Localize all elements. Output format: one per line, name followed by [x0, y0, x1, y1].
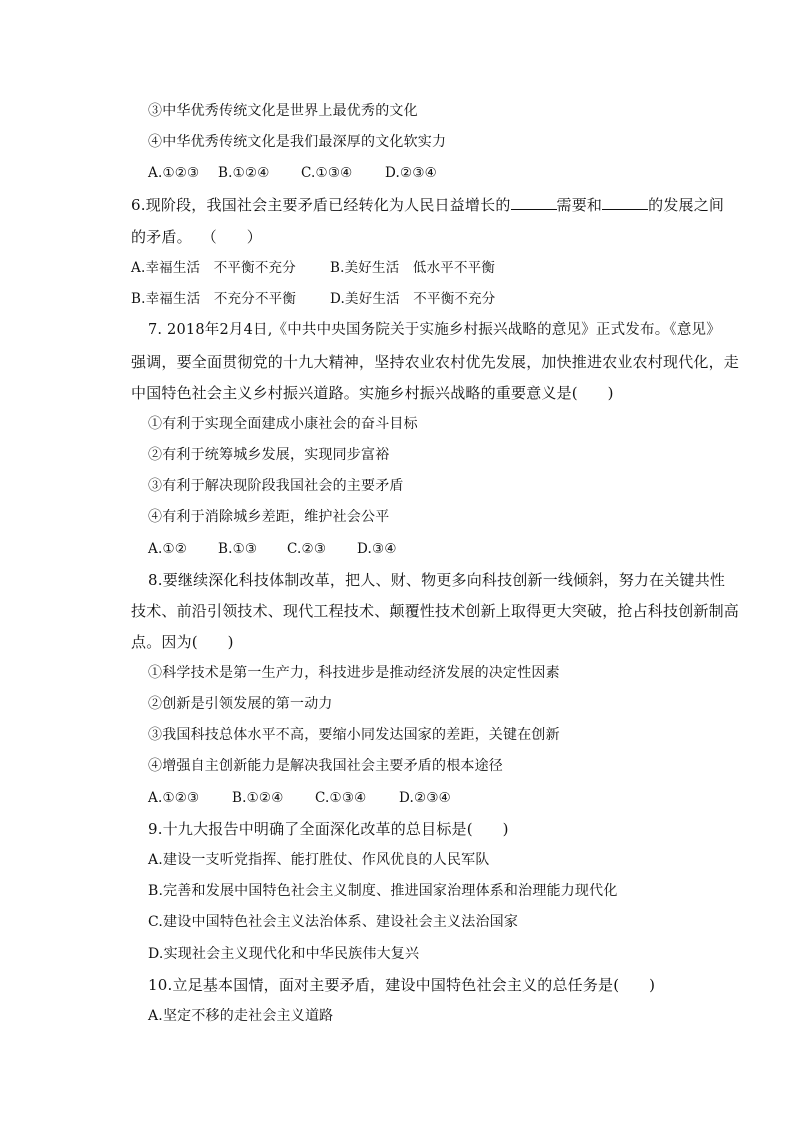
q7-stem-line3: 中国特色社会主义乡村振兴道路。实施乡村振兴战略的重要意义是( ) [131, 384, 614, 402]
q5-option-a: A.①②③ [148, 165, 200, 181]
q5-option-b: B.①②④ [218, 165, 270, 181]
q6-option-b: B.美好生活 低水平不平衡 [330, 260, 496, 276]
q9-option-c: C.建设中国特色社会主义法治体系、建设社会主义法治国家 [148, 914, 519, 930]
q8-option-c: C.①③④ [315, 790, 367, 806]
q9-stem: 9.十九大报告中明确了全面深化改革的总目标是( ) [148, 820, 509, 838]
q5-statement-3: ③中华优秀传统文化是世界上最优秀的文化 [148, 103, 418, 119]
q6-option-a: A.幸福生活 不平衡不充分 [131, 260, 296, 276]
q8-statement-2: ②创新是引领发展的第一动力 [148, 696, 333, 712]
q6-stem-part2: 需要和 [556, 196, 603, 214]
q6-option-d: D.美好生活 不平衡不充分 [330, 291, 496, 307]
q5-statement-4: ④中华优秀传统文化是我们最深厚的文化软实力 [148, 134, 447, 150]
q7-statement-2: ②有利于统筹城乡发展，实现同步富裕 [148, 447, 390, 463]
q10-option-a: A.坚定不移的走社会主义道路 [148, 1008, 334, 1024]
q8-statement-1: ①科学技术是第一生产力，科技进步是推动经济发展的决定性因素 [148, 665, 560, 681]
q7-statement-4: ④有利于消除城乡差距，维护社会公平 [148, 509, 390, 525]
q6-stem-line1 [131, 195, 724, 215]
q8-stem-line1: 8.要继续深化科技体制改革，把人、财、物更多向科技创新一线倾斜，努力在关键共性 [148, 571, 726, 589]
q6-blank-1 [511, 195, 557, 210]
q7-option-a: A.①② [148, 541, 188, 557]
q6-stem-part1: 6.现阶段，我国社会主要矛盾已经转化为人民日益增长的 [131, 196, 511, 214]
q7-stem-line1: 7. 2018年2月4日,《中共中央国务院关于实施乡村振兴战略的意见》正式发布。《意见》 [148, 322, 721, 338]
q9-option-d: D.实现社会主义现代化和中华民族伟大复兴 [148, 946, 420, 962]
q5-option-d: D.②③④ [385, 165, 437, 181]
q8-statement-4: ④增强自主创新能力是解决我国社会主要矛盾的根本途径 [148, 758, 503, 774]
q8-option-d: D.②③④ [399, 790, 451, 806]
q8-stem-line3: 点。因为( ) [131, 633, 234, 651]
q7-stem-line2: 强调，要全面贯彻党的十九大精神，坚持农业农村优先发展，加快推进农业农村现代化，走 [131, 353, 740, 371]
q8-statement-3: ③我国科技总体水平不高，要缩小同发达国家的差距，关键在创新 [148, 727, 560, 743]
q8-option-b: B.①②④ [232, 790, 284, 806]
q6-stem-line2: 的矛盾。 （ ） [131, 228, 262, 246]
q7-option-c: C.②③ [287, 541, 327, 557]
q6-blank-2 [602, 195, 648, 210]
q6-option-c: B.幸福生活 不充分不平衡 [131, 291, 297, 307]
q8-stem-line2: 技术、前沿引领技术、现代工程技术、颠覆性技术创新上取得更大突破，抢占科技创新制高 [131, 602, 740, 620]
q7-option-d: D.③④ [357, 541, 397, 557]
q7-option-b: B.①③ [218, 541, 258, 557]
q5-option-c: C.①③④ [301, 165, 353, 181]
q8-option-a: A.①②③ [148, 790, 200, 806]
q9-option-b: B.完善和发展中国特色社会主义制度、推进国家治理体系和治理能力现代化 [148, 883, 618, 899]
q10-stem: 10.立足基本国情，面对主要矛盾，建设中国特色社会主义的总任务是( ) [148, 976, 656, 994]
q6-stem-part3: 的发展之间 [648, 196, 725, 214]
q9-option-a: A.建设一支听党指挥、能打胜仗、作风优良的人民军队 [148, 852, 490, 868]
q7-statement-1: ①有利于实现全面建成小康社会的奋斗目标 [148, 416, 418, 432]
q7-statement-3: ③有利于解决现阶段我国社会的主要矛盾 [148, 478, 404, 494]
